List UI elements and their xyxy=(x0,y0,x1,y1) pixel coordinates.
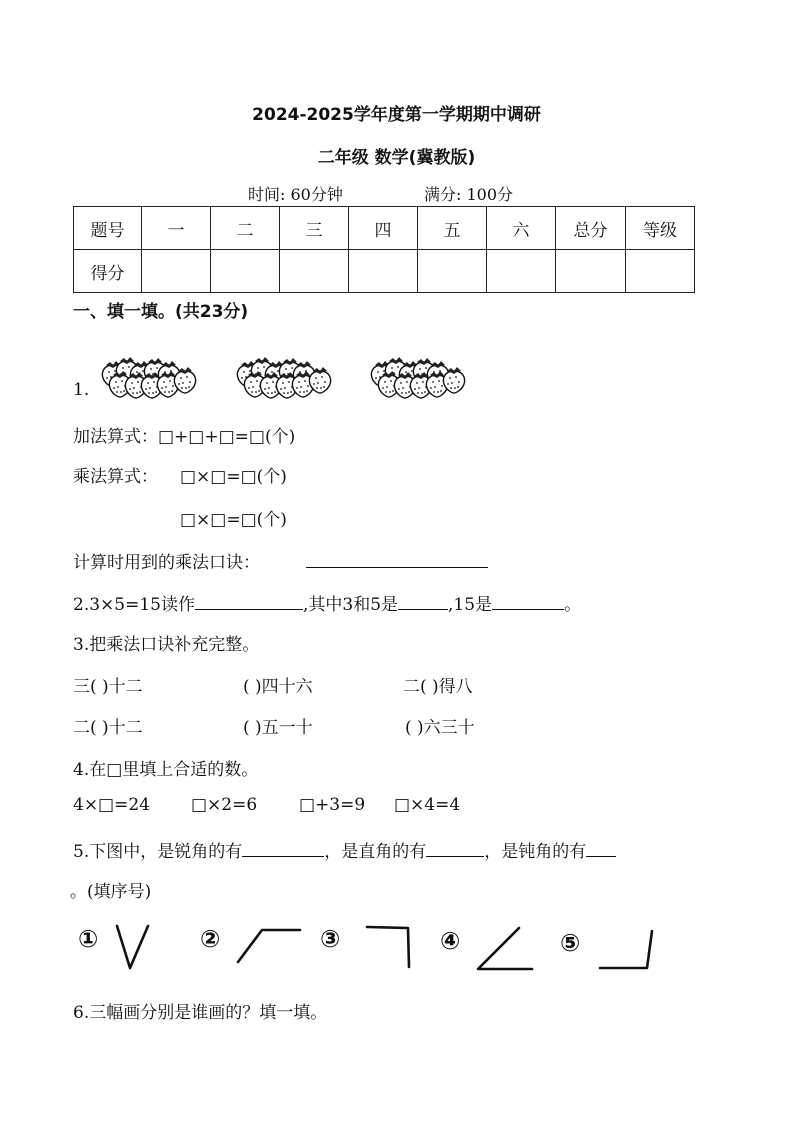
q1-formula-blank[interactable] xyxy=(306,549,488,568)
q5-blank-acute[interactable] xyxy=(242,838,324,857)
q4-title: 4.在□里填上合适的数。 xyxy=(73,760,259,780)
q2-blank-1[interactable] xyxy=(195,591,303,610)
q1-number: 1. xyxy=(73,380,90,400)
header-cell: 总分 xyxy=(556,207,626,250)
exam-title: 2024-2025学年度第一学期期中调研 xyxy=(252,105,541,125)
q3-title: 3.把乘法口诀补充完整。 xyxy=(73,635,260,655)
q5-blank-obtuse[interactable] xyxy=(586,838,616,857)
q1-formula-label: 计算时用到的乘法口诀： xyxy=(73,553,260,573)
angle-label-3: ③ xyxy=(320,925,341,953)
angle-figure-1 xyxy=(117,926,148,968)
strawberry-pictures xyxy=(0,0,793,420)
angle-figures xyxy=(0,900,793,990)
header-cell: 五 xyxy=(418,207,487,250)
q4-item: □×4=4 xyxy=(394,795,461,815)
q2-text-4: 。 xyxy=(564,595,582,615)
exam-subtitle: 二年级 数学(冀教版) xyxy=(317,148,476,168)
time-info: 时间: 60分钟 xyxy=(248,185,343,204)
q5-text-3: ，是钝角的有 xyxy=(484,842,587,862)
angle-figure-2 xyxy=(238,930,300,962)
header-cell: 三 xyxy=(280,207,349,250)
header-cell: 等级 xyxy=(626,207,695,250)
q2-text-2: ,其中3和5是 xyxy=(302,595,399,615)
q4-item: □+3=9 xyxy=(299,795,366,815)
q2-blank-2[interactable] xyxy=(398,591,448,610)
q1-mult-1: □×□=□(个) xyxy=(180,467,287,487)
q3-item: ( )四十六 xyxy=(243,677,313,697)
angle-label-5: ⑤ xyxy=(560,929,581,957)
q2-blank-3[interactable] xyxy=(492,591,564,610)
score-row-label: 得分 xyxy=(74,250,142,293)
q5-blank-right[interactable] xyxy=(426,838,484,857)
q3-item: 三( )十二 xyxy=(73,677,143,697)
score-info: 满分: 100分 xyxy=(424,185,514,204)
q4-item: □×2=6 xyxy=(191,795,258,815)
angle-figure-4 xyxy=(478,928,532,969)
header-cell: 一 xyxy=(142,207,211,250)
header-cell: 六 xyxy=(487,207,556,250)
angle-label-1: ① xyxy=(78,925,99,953)
angle-figure-3 xyxy=(367,927,409,967)
q3-item: ( )六三十 xyxy=(405,718,475,738)
q1-mult-label: 乘法算式： xyxy=(73,467,158,487)
header-cell: 四 xyxy=(349,207,418,250)
header-cell: 二 xyxy=(211,207,280,250)
strawberry-group-1 xyxy=(102,357,195,398)
q4-item: 4×□=24 xyxy=(73,795,150,815)
q1-mult-2: □×□=□(个) xyxy=(180,510,287,530)
angle-figure-5 xyxy=(600,931,652,968)
angle-label-4: ④ xyxy=(440,927,461,955)
q1-addition: 加法算式：□+□+□=□(个) xyxy=(73,427,296,447)
strawberry-group-2 xyxy=(237,357,330,398)
q5-text-1: 5.下图中，是锐角的有 xyxy=(73,842,243,862)
angle-label-2: ② xyxy=(200,925,221,953)
strawberry-group-3 xyxy=(371,357,464,398)
q2-line xyxy=(73,590,581,615)
q2-text-3: ,15是 xyxy=(448,595,493,615)
q3-item: 二( )十二 xyxy=(73,718,143,738)
q2-text-1: 2.3×5=15读作 xyxy=(73,595,195,615)
section1-heading: 一、填一填。(共23分) xyxy=(73,302,249,322)
q3-item: 二( )得八 xyxy=(403,677,473,697)
q5-tail: 。(填序号) xyxy=(70,882,152,902)
q5-text-2: ，是直角的有 xyxy=(324,842,427,862)
header-cell: 题号 xyxy=(74,207,142,250)
q6-title: 6.三幅画分别是谁画的？填一填。 xyxy=(73,1003,328,1023)
q5-line xyxy=(73,837,616,862)
q3-item: ( )五一十 xyxy=(243,718,313,738)
